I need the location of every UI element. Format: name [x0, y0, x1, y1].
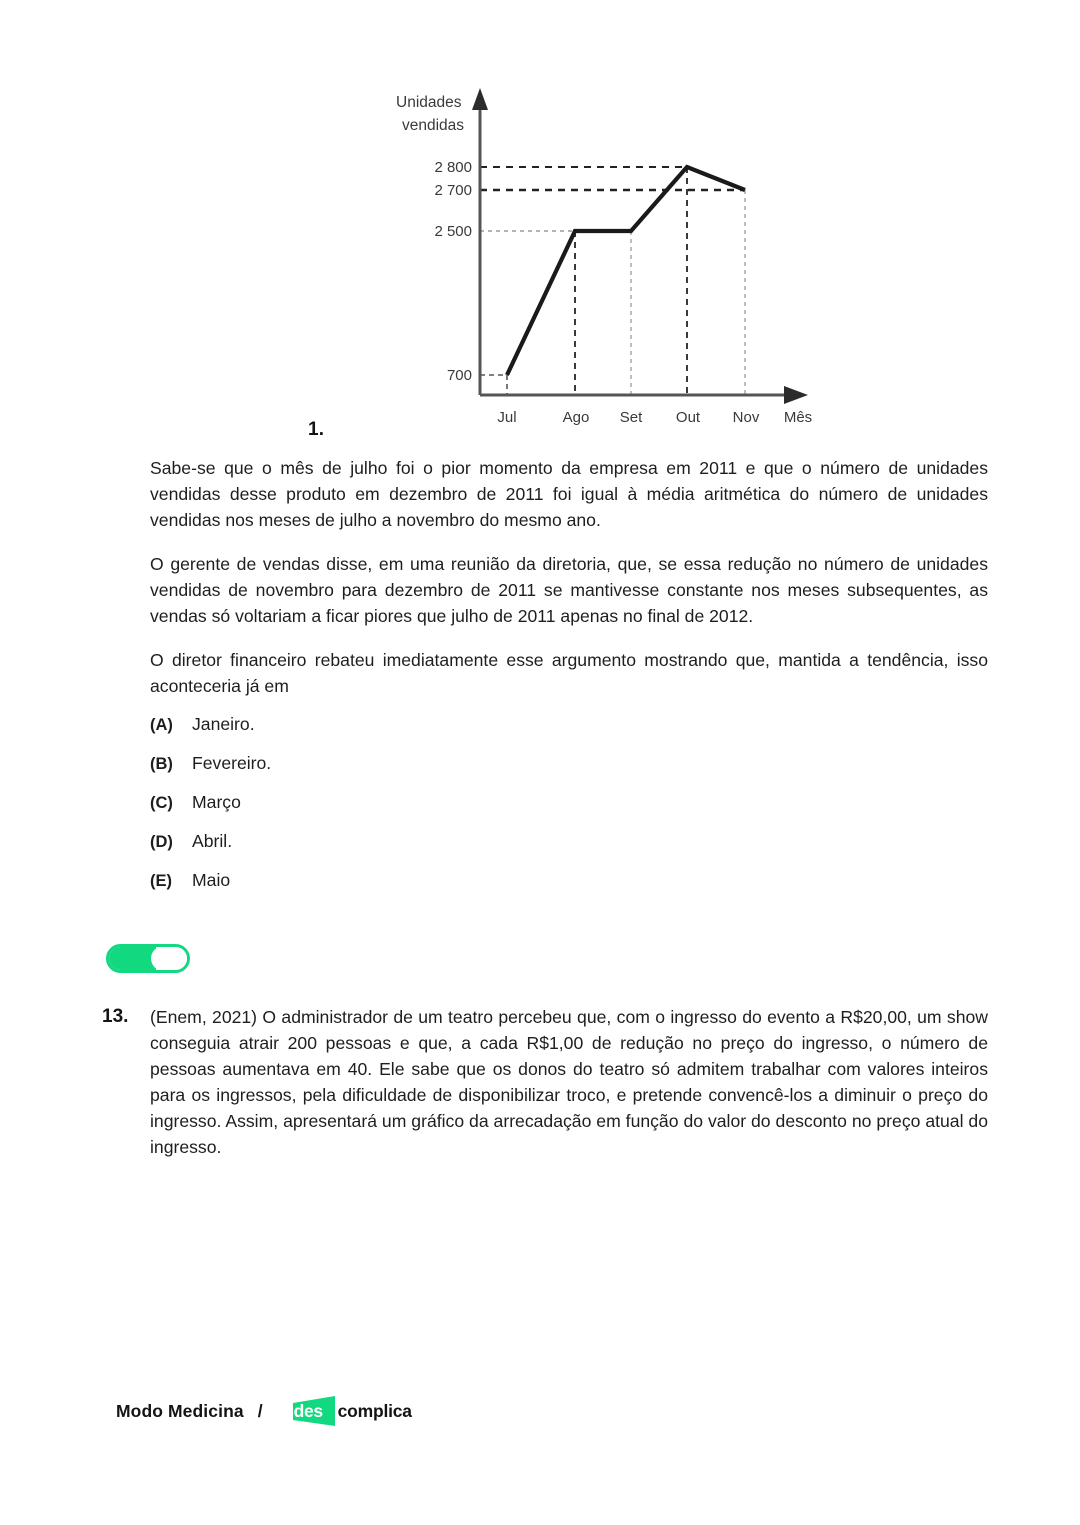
answer-option-d[interactable] — [150, 830, 988, 853]
descomplica-logo-mark-icon — [289, 1396, 337, 1426]
x-tick-set: Set — [619, 409, 643, 426]
question-1-content — [150, 455, 988, 908]
question-13-number: 13. — [102, 1006, 129, 1027]
toggle-track-fill — [108, 946, 156, 971]
option-text-e: Maio — [192, 870, 231, 890]
answer-option-e[interactable] — [150, 869, 988, 892]
sales-data-line — [507, 167, 745, 375]
option-text-d: Abril. — [192, 831, 233, 851]
y-axis-arrow — [472, 88, 488, 110]
question-13-block — [102, 1004, 988, 1160]
descomplica-logo-des-text: des — [293, 1401, 323, 1421]
question-1-paragraph-2: O gerente de vendas disse, em uma reunião da diretoria, que, se essa redução no número de unidades vendidas de novembro para dezembro de 2011 se mantivesse constante nos meses subsequentes, as vendas só voltariam a ficar piores que julho de 2011 apenas no final de 2012. — [150, 554, 988, 626]
y-tick-2700: 2 700 — [434, 182, 472, 199]
x-tick-nov: Nov — [732, 409, 760, 426]
descomplica-logo — [289, 1396, 412, 1426]
line-chart-svg — [380, 80, 830, 435]
page-footer — [116, 1396, 412, 1426]
answer-options-list — [150, 713, 988, 892]
answer-option-a[interactable] — [150, 713, 988, 736]
y-axis-title-line2: vendidas — [402, 117, 465, 134]
y-tick-700: 700 — [446, 367, 472, 384]
x-axis-arrow — [784, 386, 808, 404]
answer-reveal-toggle[interactable] — [106, 944, 190, 973]
x-tick-out: Out — [675, 409, 701, 426]
footer-separator: / — [257, 1400, 263, 1421]
option-text-c: Março — [192, 792, 241, 812]
option-letter-d: (D) — [150, 833, 173, 851]
y-axis-title-line1: Unidades — [396, 94, 462, 111]
question-13-text: (Enem, 2021) O administrador de um teatro percebeu que, com o ingresso do evento a R$20,00, um show conseguia atrair 200 pessoas e que, a cada R$1,00 de redução no preço do ingresso, o número de pessoas aumentava em 40. Ele sabe que os donos do teatro só admitem trabalhar com valores inteiros para os ingressos, pela dificuldade de disponibilizar troco, e pretende convencê-los a diminuir o preço do ingresso. Assim, apresentará um gráfico da arrecadação em função do valor do desconto no preço atual do ingresso. — [150, 1007, 988, 1157]
option-letter-a: (A) — [150, 716, 173, 734]
sales-chart-figure — [380, 80, 830, 435]
option-letter-c: (C) — [150, 794, 173, 812]
descomplica-logo-word: complica — [337, 1400, 412, 1421]
x-tick-jul: Jul — [497, 409, 517, 426]
option-text-a: Janeiro. — [192, 714, 255, 734]
x-tick-ago: Ago — [562, 409, 590, 426]
toggle-knob — [151, 946, 189, 971]
option-text-b: Fevereiro. — [192, 753, 272, 773]
y-tick-2800: 2 800 — [434, 159, 472, 176]
x-axis-label: Mês — [783, 409, 813, 426]
y-tick-2500: 2 500 — [434, 223, 472, 240]
footer-brand-name: Modo Medicina — [116, 1400, 244, 1421]
option-letter-e: (E) — [150, 872, 172, 890]
question-1-number: 1. — [308, 419, 325, 440]
answer-option-c[interactable] — [150, 791, 988, 814]
question-1-paragraph-3: O diretor financeiro rebateu imediatamente esse argumento mostrando que, mantida a tendência, isso aconteceria já em — [150, 650, 988, 696]
question-1-paragraph-1: Sabe-se que o mês de julho foi o pior momento da empresa em 2011 e que o número de unidades vendidas desse produto em dezembro de 2011 foi igual à média aritmética do número de unidades vendidas nos meses de julho a novembro do mesmo ano. — [150, 458, 988, 530]
answer-option-b[interactable] — [150, 752, 988, 775]
option-letter-b: (B) — [150, 755, 173, 773]
